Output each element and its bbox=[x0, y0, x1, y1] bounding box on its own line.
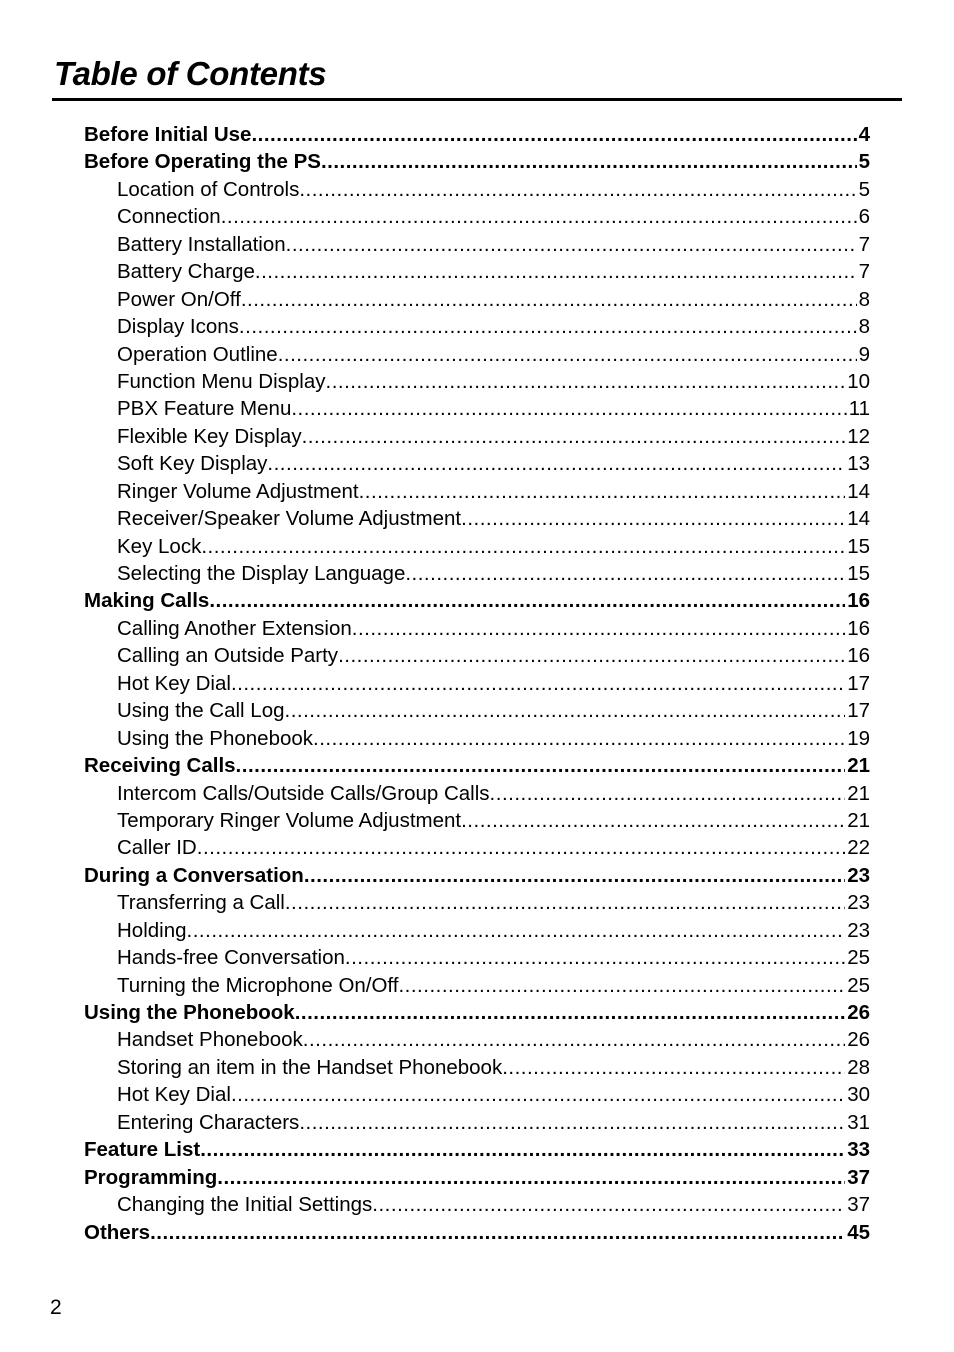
dot-leader bbox=[299, 1109, 845, 1136]
toc-entry-label: Using the Call Log bbox=[117, 699, 285, 723]
dot-leader bbox=[461, 505, 845, 532]
toc-entry-page: 19 bbox=[847, 726, 870, 750]
dot-leader bbox=[200, 1136, 845, 1163]
dot-leader bbox=[326, 368, 846, 395]
toc-entry-page: 17 bbox=[847, 699, 870, 723]
toc-entry-page: 14 bbox=[847, 507, 870, 531]
dot-leader bbox=[197, 834, 845, 861]
toc-section[interactable] bbox=[84, 121, 870, 148]
dot-leader bbox=[398, 972, 845, 999]
dot-leader bbox=[241, 286, 857, 313]
toc-entry-label: During a Conversation bbox=[84, 863, 304, 887]
toc-entry-label: Battery Charge bbox=[117, 260, 255, 284]
dot-leader bbox=[313, 725, 845, 752]
toc-entry-label: Function Menu Display bbox=[117, 369, 326, 393]
toc-entry-page: 21 bbox=[847, 781, 870, 805]
dot-leader bbox=[236, 752, 846, 779]
toc-subsection[interactable] bbox=[84, 395, 870, 422]
toc-entry-label: Receiver/Speaker Volume Adjustment bbox=[117, 507, 462, 531]
toc-entry-label: Storing an item in the Handset Phonebook bbox=[117, 1055, 503, 1079]
toc-entry-page: 8 bbox=[858, 315, 870, 339]
toc-section[interactable] bbox=[84, 587, 870, 614]
dot-leader bbox=[291, 395, 846, 422]
toc-entry-label: Operation Outline bbox=[117, 342, 278, 366]
toc-subsection[interactable] bbox=[84, 642, 870, 669]
dot-leader bbox=[372, 1191, 845, 1218]
toc-entry-page: 30 bbox=[847, 1083, 870, 1107]
toc-entry-label: Connection bbox=[117, 205, 221, 229]
dot-leader bbox=[405, 560, 845, 587]
toc-entry-label: Transferring a Call bbox=[117, 891, 285, 915]
dot-leader bbox=[304, 862, 845, 889]
dot-leader bbox=[278, 341, 857, 368]
dot-leader bbox=[352, 615, 845, 642]
toc-section[interactable] bbox=[84, 1136, 870, 1163]
toc-entry-label: Hot Key Dial bbox=[117, 1083, 231, 1107]
toc-entry-page: 16 bbox=[847, 616, 870, 640]
toc-entry-label: Ringer Volume Adjustment bbox=[117, 479, 359, 503]
toc-subsection[interactable] bbox=[84, 258, 870, 285]
toc-entry-page: 9 bbox=[858, 342, 870, 366]
toc-section[interactable] bbox=[84, 148, 870, 175]
toc-section[interactable] bbox=[84, 862, 870, 889]
toc-entry-label: Key Lock bbox=[117, 534, 202, 558]
toc-entry-page: 6 bbox=[858, 205, 870, 229]
toc-subsection[interactable] bbox=[84, 203, 870, 230]
toc-entry-label: Programming bbox=[84, 1165, 218, 1189]
page-title: Table of Contents bbox=[54, 55, 327, 92]
toc-entry-label: Changing the Initial Settings bbox=[117, 1193, 373, 1217]
toc-entry-label: Hot Key Dial bbox=[117, 671, 231, 695]
toc-entry-page: 14 bbox=[847, 479, 870, 503]
toc-subsection[interactable] bbox=[84, 368, 870, 395]
toc-entry-label: Caller ID bbox=[117, 836, 197, 860]
toc-entry-label: Entering Characters bbox=[117, 1110, 300, 1134]
toc-entry-page: 33 bbox=[847, 1138, 870, 1162]
toc-entry-page: 23 bbox=[847, 918, 870, 942]
dot-leader bbox=[302, 423, 846, 450]
toc-entry-label: Selecting the Display Language bbox=[117, 562, 406, 585]
dot-leader bbox=[338, 642, 845, 669]
toc-subsection[interactable] bbox=[84, 889, 870, 916]
toc-entry-page: 13 bbox=[847, 452, 870, 476]
toc-subsection[interactable] bbox=[84, 697, 870, 724]
toc-entry-label: Using the Phonebook bbox=[84, 1001, 295, 1024]
toc-subsection[interactable] bbox=[84, 450, 870, 477]
toc-entry-label: PBX Feature Menu bbox=[117, 397, 292, 421]
toc-entry-label: Before Initial Use bbox=[84, 123, 252, 146]
toc-subsection[interactable] bbox=[84, 231, 870, 258]
toc-section[interactable] bbox=[84, 752, 870, 779]
toc-subsection[interactable] bbox=[84, 1026, 870, 1053]
toc-subsection[interactable] bbox=[84, 615, 870, 642]
toc-subsection[interactable] bbox=[84, 313, 870, 340]
dot-leader bbox=[303, 1026, 845, 1053]
toc-entry-label: Hands-free Conversation bbox=[117, 946, 345, 970]
page-number: 2 bbox=[50, 1296, 62, 1319]
dot-leader bbox=[201, 533, 845, 560]
toc-entry-page: 8 bbox=[858, 287, 870, 311]
dot-leader bbox=[231, 1081, 845, 1108]
dot-leader bbox=[231, 670, 845, 697]
dot-leader bbox=[502, 1054, 845, 1081]
toc-entry-page: 25 bbox=[847, 973, 870, 997]
toc-entry-label: Feature List bbox=[84, 1138, 201, 1162]
dot-leader bbox=[267, 450, 845, 477]
dot-leader bbox=[239, 313, 857, 340]
toc-subsection[interactable] bbox=[84, 834, 870, 861]
toc-entry-page: 15 bbox=[847, 562, 870, 585]
dot-leader bbox=[345, 944, 845, 971]
toc-subsection[interactable] bbox=[84, 1054, 870, 1081]
toc-entry-label: Flexible Key Display bbox=[117, 424, 302, 448]
toc-entry-page: 16 bbox=[847, 589, 870, 613]
toc-entry-page: 7 bbox=[858, 260, 870, 284]
toc-entry-page: 23 bbox=[847, 863, 870, 887]
toc-subsection[interactable] bbox=[84, 533, 870, 560]
toc-subsection[interactable] bbox=[84, 478, 870, 505]
toc-entry-label: Using the Phonebook bbox=[117, 726, 314, 750]
toc-entry-page: 31 bbox=[847, 1110, 870, 1134]
toc-entry-label: Soft Key Display bbox=[117, 452, 268, 476]
toc-entry-page: 4 bbox=[858, 123, 870, 146]
toc-entry-label: Receiving Calls bbox=[84, 754, 236, 778]
toc-entry-label: Holding bbox=[117, 918, 187, 942]
dot-leader bbox=[359, 478, 846, 505]
toc-entry-label: Turning the Microphone On/Off bbox=[117, 973, 399, 997]
toc-subsection[interactable] bbox=[84, 1109, 870, 1136]
toc-subsection[interactable] bbox=[84, 780, 870, 807]
toc-entry-page: 7 bbox=[858, 232, 870, 256]
toc-subsection[interactable] bbox=[84, 505, 870, 532]
toc-entry-page: 26 bbox=[847, 1028, 870, 1052]
dot-leader bbox=[150, 1219, 845, 1246]
toc-entry-label: Others bbox=[84, 1220, 151, 1244]
toc-subsection[interactable] bbox=[84, 286, 870, 313]
toc-entry-page: 26 bbox=[847, 1001, 870, 1024]
toc-entry-page: 5 bbox=[858, 150, 870, 174]
toc-entry-label: Display Icons bbox=[117, 315, 239, 339]
toc-entry-label: Power On/Off bbox=[117, 287, 241, 311]
toc-subsection[interactable] bbox=[84, 1081, 870, 1108]
toc-section[interactable] bbox=[84, 999, 870, 1026]
toc-entry-label: Battery Installation bbox=[117, 232, 286, 256]
toc-subsection[interactable] bbox=[84, 807, 870, 834]
toc-entry-label: Intercom Calls/Outside Calls/Group Calls bbox=[117, 781, 490, 805]
toc-entry-page: 21 bbox=[847, 808, 870, 832]
toc-entry-label: Handset Phonebook bbox=[117, 1028, 303, 1052]
toc-entry-label: Temporary Ringer Volume Adjustment bbox=[117, 808, 462, 832]
toc-entry-label: Calling an Outside Party bbox=[117, 644, 339, 668]
toc-entry-page: 25 bbox=[847, 946, 870, 970]
toc-entry-page: 37 bbox=[847, 1193, 870, 1217]
toc-entry-page: 45 bbox=[847, 1220, 870, 1244]
toc-entry-label: Location of Controls bbox=[117, 177, 300, 201]
toc-entry-page: 16 bbox=[847, 644, 870, 668]
toc-entry-page: 23 bbox=[847, 891, 870, 915]
dot-leader bbox=[217, 1164, 845, 1191]
toc-entry-page: 28 bbox=[847, 1055, 870, 1079]
toc-entry-page: 17 bbox=[847, 671, 870, 695]
toc-subsection[interactable] bbox=[84, 341, 870, 368]
table-of-contents bbox=[84, 121, 870, 1246]
dot-leader bbox=[221, 203, 857, 230]
dot-leader bbox=[187, 917, 846, 944]
toc-entry-label: Before Operating the PS bbox=[84, 150, 321, 174]
dot-leader bbox=[285, 697, 846, 724]
toc-subsection[interactable] bbox=[84, 176, 870, 203]
toc-subsection[interactable] bbox=[84, 670, 870, 697]
toc-section[interactable] bbox=[84, 1219, 870, 1246]
dot-leader bbox=[490, 780, 846, 807]
dot-leader bbox=[286, 231, 857, 258]
toc-subsection[interactable] bbox=[84, 423, 870, 450]
dot-leader bbox=[461, 807, 845, 834]
toc-subsection[interactable] bbox=[84, 944, 870, 971]
dot-leader bbox=[209, 587, 845, 614]
toc-entry-page: 5 bbox=[858, 177, 870, 201]
toc-entry-page: 21 bbox=[847, 754, 870, 778]
toc-subsection[interactable] bbox=[84, 725, 870, 752]
toc-entry-page: 12 bbox=[847, 424, 870, 448]
toc-entry-page: 22 bbox=[847, 836, 870, 860]
toc-entry-page: 11 bbox=[848, 397, 870, 421]
toc-entry-page: 10 bbox=[847, 369, 870, 393]
dot-leader bbox=[295, 999, 845, 1026]
toc-entry-page: 37 bbox=[847, 1165, 870, 1189]
toc-subsection[interactable] bbox=[84, 1191, 870, 1218]
toc-entry-page: 15 bbox=[847, 534, 870, 558]
toc-subsection[interactable] bbox=[84, 972, 870, 999]
toc-entry-label: Making Calls bbox=[84, 589, 210, 613]
toc-subsection[interactable] bbox=[84, 917, 870, 944]
dot-leader bbox=[251, 121, 856, 148]
dot-leader bbox=[285, 889, 845, 916]
toc-subsection[interactable] bbox=[84, 560, 870, 587]
dot-leader bbox=[321, 148, 857, 175]
dot-leader bbox=[299, 176, 856, 203]
dot-leader bbox=[255, 258, 857, 285]
title-underline bbox=[52, 98, 902, 101]
toc-entry-label: Calling Another Extension bbox=[117, 616, 352, 640]
toc-section[interactable] bbox=[84, 1164, 870, 1191]
